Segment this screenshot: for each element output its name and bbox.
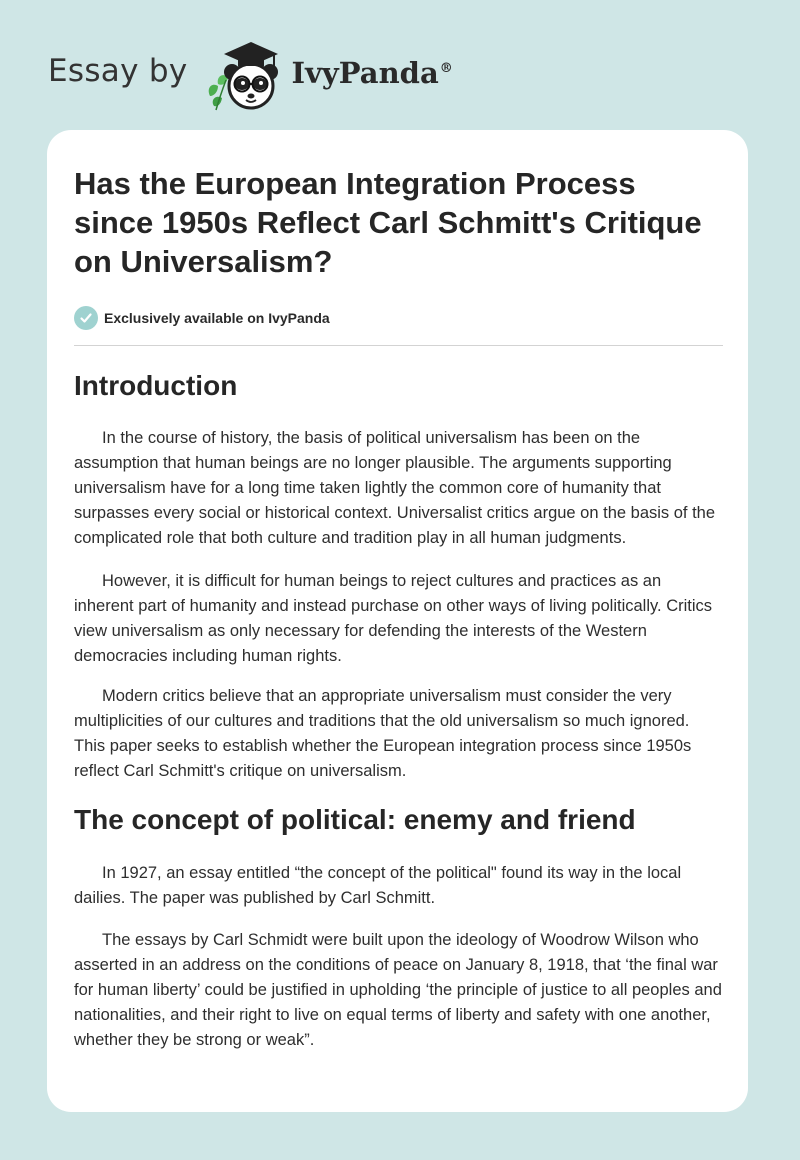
brand-header [48, 36, 453, 112]
paragraph: Modern critics believe that an appropriate universalism must consider the very multiplicities of our cultures and traditions that the old universalism so much ignored. This paper seeks to establish whether the European integration process since 1950s reflect Carl Schmitt's critique on universalism. [74, 687, 692, 780]
section-heading-concept-of-political: The concept of political: enemy and friend [74, 804, 636, 835]
exclusive-badge-label: Exclusively available on IvyPanda [104, 310, 330, 326]
check-circle-icon [74, 306, 98, 330]
brand-name: IvyPanda® [291, 56, 453, 90]
paragraph: However, it is difficult for human beings to reject cultures and practices as an inherent part of humanity and instead purchase on other ways of living politically. Critics view universalism as only necessary for defending the interests of the Western democracies including human rights. [74, 572, 713, 665]
essay-title: Has the European Integration Process since 1950s Reflect Carl Schmitt's Critique on Universalism? [74, 166, 702, 279]
paragraph: The essays by Carl Schmidt were built upon the ideology of Woodrow Wilson who asserted in an address on the conditions of peace on January 8, 1918, that ‘the final war for human liberty’ could be justified in upholding ‘the principle of justice to all peoples and nationalities, and their right to live on equal terms of liberty and safety with one another, whether they be strong or weak”. [74, 931, 722, 1049]
title-divider [74, 345, 723, 346]
exclusive-badge [74, 306, 330, 330]
panda-logo-icon [204, 36, 286, 112]
paragraph: In the course of history, the basis of political universalism has been on the assumption that human beings are no longer plausible. The arguments supporting universalism have for a long time taken lightly the common core of humanity that surpasses every social or historical context. Universalist critics argue on the basis of the complicated role that both culture and tradition play in all human judgments. [74, 429, 716, 547]
registered-mark: ® [439, 61, 453, 77]
paragraph: In 1927, an essay entitled “the concept of the political" found its way in the local dailies. The paper was published by Carl Schmitt. [74, 864, 682, 907]
essay-card [47, 130, 748, 1112]
section-heading-introduction: Introduction [74, 370, 238, 401]
brand-prefix: Essay by [48, 53, 188, 89]
